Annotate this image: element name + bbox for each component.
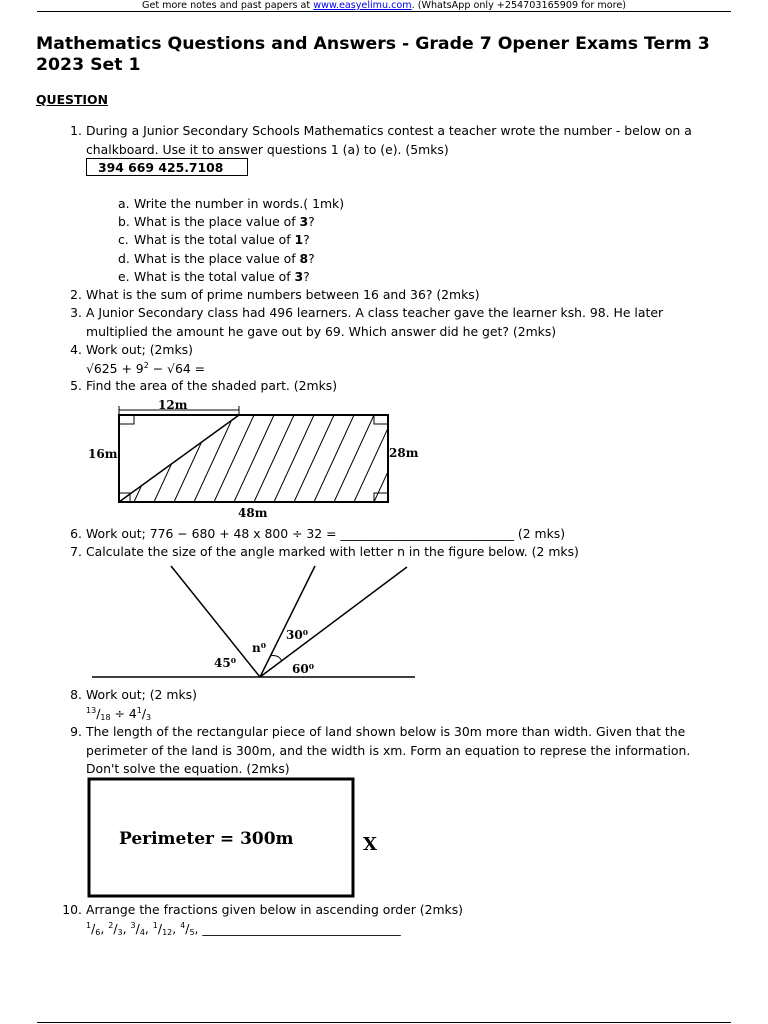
denominator: 3 [146, 712, 152, 722]
question-text: Arrange the fractions given below in ascending order (2mks) [86, 902, 463, 917]
question-number: 6. [70, 526, 82, 541]
numerator: 4 [180, 920, 186, 930]
question-text: A Junior Secondary class had 496 learners. A class teacher gave the learner ksh. 98. He later multiplied the amount he gave out by 69. Which answer did he get? (2mks) [86, 305, 664, 339]
label-bottom: 48m [238, 506, 268, 520]
angle-figure [90, 562, 420, 684]
question-text: Work out; (2mks) [86, 342, 193, 357]
question-number: 1. [70, 123, 82, 138]
question-text: Find the area of the shaded part. (2mks) [86, 378, 338, 393]
question-text: Calculate the size of the angle marked with letter n in the figure below. (2 mks) [86, 544, 579, 559]
part-text: What is the total value of [134, 232, 295, 247]
expr-part: √625 + 9 [86, 360, 144, 376]
rectangle-land-figure [86, 776, 396, 902]
denominator: 6 [95, 927, 101, 937]
part-text: What is the place value of [134, 214, 300, 229]
question-text: Work out; (2 mks) [86, 687, 197, 702]
numerator: 2 [108, 920, 114, 930]
question-number: 7. [70, 544, 82, 559]
q1-part-c [118, 231, 310, 250]
angle-30-label: 30⁰ [286, 628, 308, 642]
q1-part-e [118, 268, 310, 287]
angle-n-label: n⁰ [252, 641, 266, 655]
question-5 [70, 377, 726, 396]
header-rule [37, 11, 731, 12]
footer-rule [37, 1022, 731, 1023]
answer-blank: ________________________________ [202, 920, 401, 936]
question-number: 3. [70, 305, 82, 320]
numerator: 13 [86, 705, 97, 715]
denominator: 3 [117, 927, 123, 937]
banner-prefix: Get more notes and past papers at [142, 0, 314, 11]
part-suffix: ? [303, 269, 310, 284]
exponent: 2 [143, 360, 149, 370]
label-top: 12m [158, 398, 188, 412]
question-2 [70, 286, 726, 305]
section-heading: QUESTION [36, 92, 108, 107]
expr-part: − √64 = [148, 360, 206, 376]
part-text: What is the total value of [134, 269, 295, 284]
question-text: During a Junior Secondary Schools Mathematics contest a teacher wrote the number - below on a chalkboard. Use it to answer questions 1 (a) to (e). (5mks) [86, 123, 692, 157]
q1-part-b [118, 213, 315, 232]
width-label: X [363, 834, 377, 855]
numerator: 1 [152, 920, 158, 930]
question-9 [70, 723, 726, 779]
question-number: 2. [70, 287, 82, 302]
page-title: Mathematics Questions and Answers - Grade 7 Opener Exams Term 3 2023 Set 1 [36, 34, 710, 75]
part-text: Write the number in words.( 1mk) [134, 196, 345, 211]
part-label: d. [118, 251, 130, 266]
numerator: 3 [130, 920, 136, 930]
numerator: 1 [86, 920, 92, 930]
part-label: b. [118, 214, 130, 229]
question-7 [70, 543, 726, 562]
question-text: The length of the rectangular piece of land shown below is 30m more than width. Given that the perimeter of the land is 300m, and the width is xm. Form an equation to represe the information. Don't solve the equation. (2mks) [86, 724, 691, 776]
question-number: 9. [70, 724, 82, 739]
question-text: Work out; 776 − 680 + 48 x 800 ÷ 32 = ____________________________ (2 mks) [86, 526, 566, 541]
part-digit: 8 [299, 251, 309, 266]
fraction-list: $^1$/6, $^2$/3, $^3$/4, $^1$/12, $^4$/5, ________________________________ [86, 920, 401, 937]
q1-part-a [118, 195, 344, 214]
expression [86, 361, 205, 376]
perimeter-label: Perimeter = 300m [119, 829, 294, 849]
denominator: 4 [139, 927, 145, 937]
fraction-expression: $^{13}/18 \div 4^1/3$ [86, 705, 152, 722]
part-digit: 3 [294, 269, 304, 284]
question-number: 10. [62, 902, 82, 917]
part-digit: 3 [299, 214, 309, 229]
shaded-area-figure [84, 396, 424, 520]
label-left: 16m [88, 447, 118, 461]
part-suffix: ? [308, 251, 315, 266]
question-number: 5. [70, 378, 82, 393]
angle-45-label: 45⁰ [214, 656, 236, 670]
operator: ÷ 4 [110, 705, 137, 721]
question-8 [70, 686, 726, 723]
part-label: a. [118, 196, 130, 211]
part-label: c. [118, 232, 129, 247]
part-label: e. [118, 269, 130, 284]
numerator: 1 [136, 705, 142, 715]
part-suffix: ? [308, 214, 315, 229]
denominator: 5 [189, 927, 195, 937]
header-banner [0, 0, 768, 11]
question-4 [70, 341, 726, 378]
question-number: 4. [70, 342, 82, 357]
angle-60-label: 60⁰ [292, 662, 314, 676]
part-suffix: ? [303, 232, 310, 247]
question-text: What is the sum of prime numbers between 16 and 36? (2mks) [86, 287, 480, 302]
denominator: 12 [162, 927, 173, 937]
banner-suffix: . (WhatsApp only +254703165909 for more) [411, 0, 626, 11]
q1-part-d [118, 250, 315, 269]
number-box: 394 669 425.7108 [86, 158, 248, 176]
denominator: 18 [100, 712, 111, 722]
label-right: 28m [389, 446, 419, 460]
question-1 [70, 122, 726, 159]
question-3 [70, 304, 726, 341]
website-link[interactable]: www.easyelimu.com [313, 0, 412, 11]
question-number: 8. [70, 687, 82, 702]
part-text: What is the place value of [134, 251, 300, 266]
part-digit: 1 [294, 232, 304, 247]
question-6 [70, 525, 726, 544]
question-10 [62, 901, 726, 938]
